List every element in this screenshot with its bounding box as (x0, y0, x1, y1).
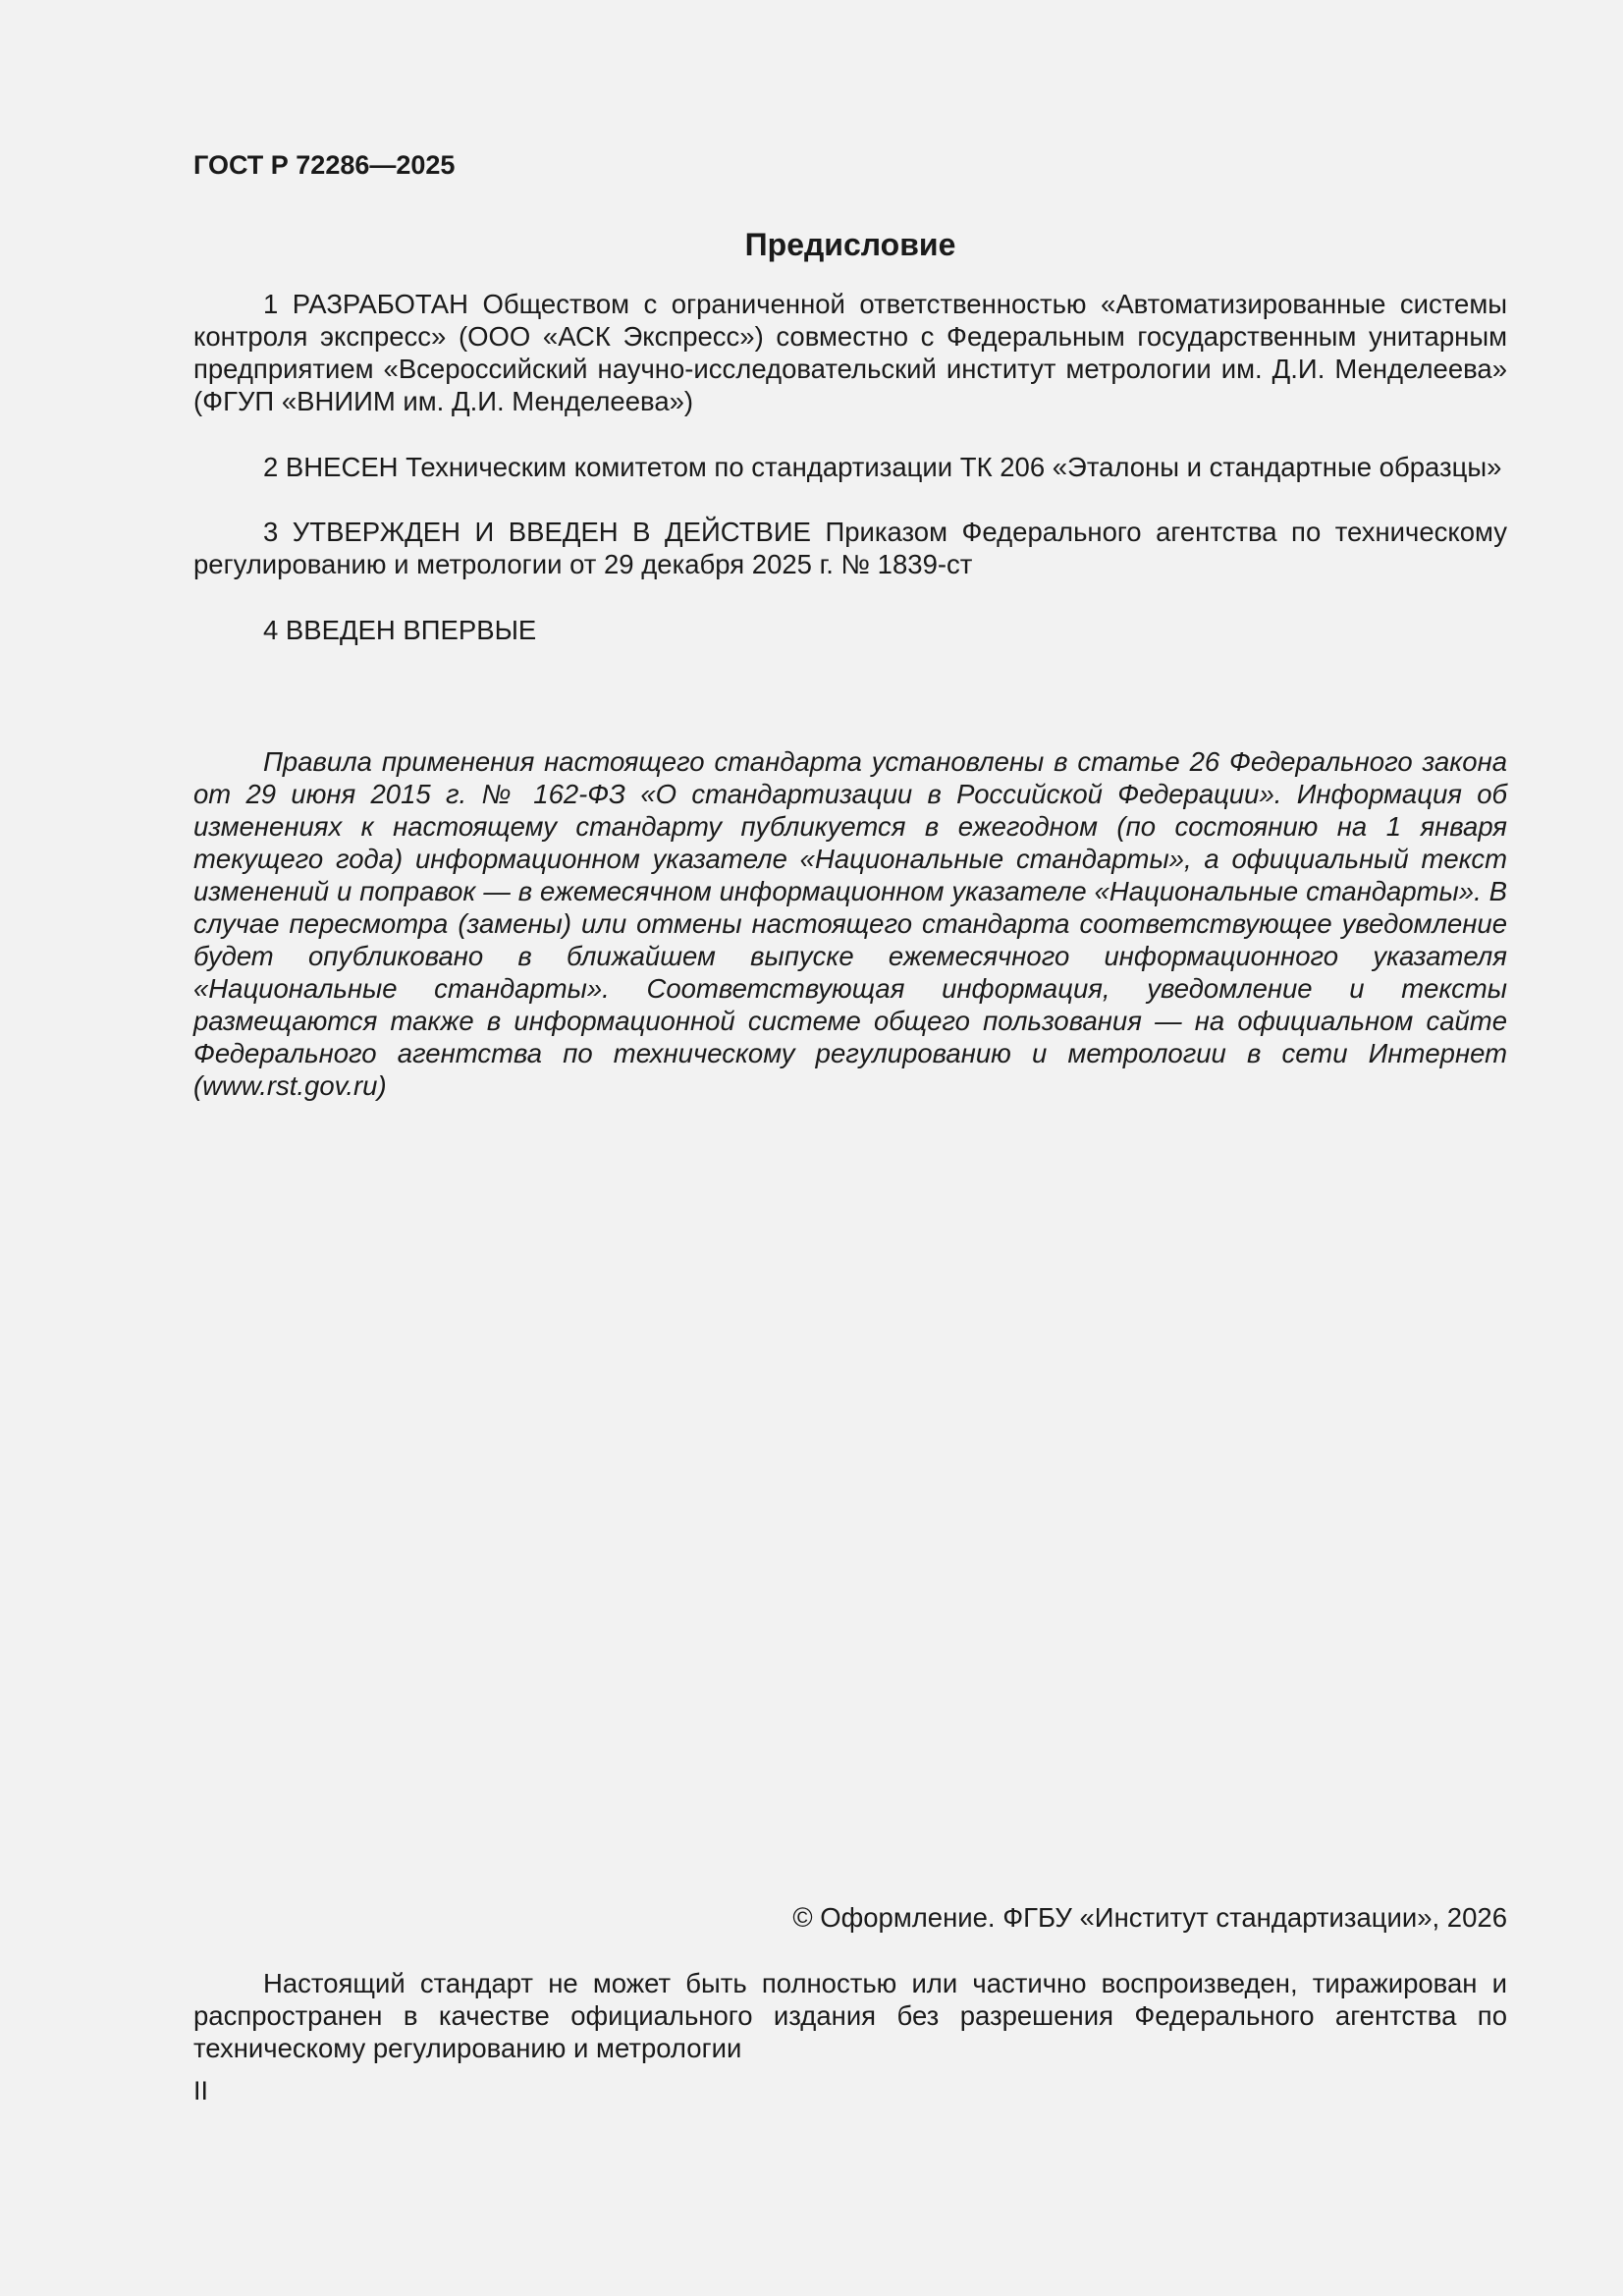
preface-item-4: 4 ВВЕДЕН ВПЕРВЫЕ (263, 615, 537, 645)
preface-title: Предисловие (744, 227, 956, 262)
application-rules-notice: Правила применения настоящего стандарта установлены в статье 26 Федерального закона от 29 июня 2015 г. № 162-ФЗ «О стандартизации в Российской Федерации». Информация об изменениях к настоящему стандарту публикуется в ежегодном (по состоянию на 1 января текущего года) информационном указателе «Национальные стандарты», а официальный текст изменений и поправок — в ежемесячном информационном указателе «Национальные стандарты». В случае пересмотра (замены) или отмены настоящего стандарта соответствующее уведомление будет опубликовано в ближайшем выпуске ежемесячного информационного указателя «Национальные стандарты». Соответствующая информация, уведомление и тексты размещаются также в информационной системе общего пользования — на официальном сайте Федерального агентства по техническому регулированию и метрологии в сети Интернет (www.rst.gov.ru) (193, 746, 1507, 1101)
document-code: ГОСТ Р 72286—2025 (193, 150, 456, 180)
preface-item-1: 1 РАЗРАБОТАН Обществом с ограниченной ответственностью «Автоматизированные системы контроля экспресс» (ООО «АСК Экспресс») совместно с Федеральным государственным унитарным предприятием «Всероссийский научно-исследовательский институт метрологии им. Д.И. Менделеева» (ФГУП «ВНИИМ им. Д.И. Менделеева») (193, 289, 1507, 416)
page-number: II (193, 2076, 209, 2105)
reproduction-restriction-note: Настоящий стандарт не может быть полностью или частично воспроизведен, тиражирован и распространен в качестве официального издания без разрешения Федерального агентства по техническому регулированию и метрологии (193, 1968, 1507, 2063)
copyright-line: © Оформление. ФГБУ «Институт стандартизации», 2026 (792, 1902, 1507, 1933)
preface-item-2: 2 ВНЕСЕН Техническим комитетом по стандартизации ТК 206 «Эталоны и стандартные образцы» (263, 452, 1502, 482)
preface-item-3: 3 УТВЕРЖДЕН И ВВЕДЕН В ДЕЙСТВИЕ Приказом Федерального агентства по техническому регулированию и метрологии от 29 декабря 2025 г. № 1839-ст (193, 517, 1507, 579)
